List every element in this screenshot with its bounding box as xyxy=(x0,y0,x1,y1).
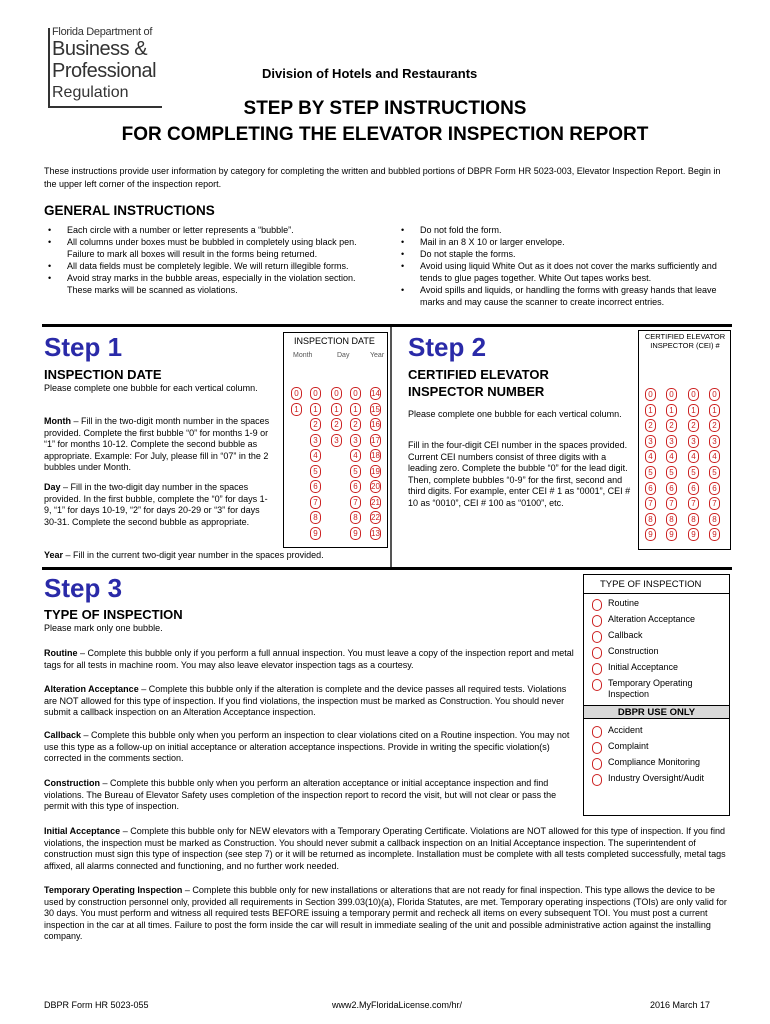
col-year: Year xyxy=(370,352,385,359)
dbpr-option-label: Compliance Monitoring xyxy=(608,757,701,767)
date-bubble[interactable]: 0 xyxy=(331,387,342,400)
cei-bubble[interactable]: 3 xyxy=(645,435,656,448)
footer-url: www2.MyFloridaLicense.com/hr/ xyxy=(332,1000,463,1010)
date-bubble[interactable]: 2 xyxy=(310,418,321,431)
dbpr-bubble[interactable] xyxy=(592,726,602,738)
cei-bubble[interactable]: 1 xyxy=(645,404,656,417)
date-bubble[interactable]: 14 xyxy=(371,389,380,398)
footer-form-id: DBPR Form HR 5023-055 xyxy=(44,1000,149,1010)
cei-bubble[interactable]: 5 xyxy=(688,466,699,479)
date-bubble[interactable]: 3 xyxy=(331,434,342,447)
item-text: – Complete this bubble only when you perform an alteration acceptance or initial acceptance inspection and find violations. The Bureau of Elevator Safety uses completion of the inspection report to record the visit, but will not clear or pass the permit with this type of inspection. xyxy=(44,778,557,812)
type-box-title: TYPE OF INSPECTION xyxy=(600,579,702,590)
cei-bubble[interactable]: 5 xyxy=(645,466,656,479)
item-label: Routine xyxy=(44,648,78,658)
date-bubble[interactable]: 20 xyxy=(371,482,380,491)
general-instructions-left xyxy=(46,224,376,296)
cei-bubble[interactable]: 3 xyxy=(709,435,720,448)
cei-bubble[interactable]: 8 xyxy=(666,513,677,526)
step1-title: Step 1 xyxy=(44,332,123,362)
divider xyxy=(42,324,732,327)
date-bubble[interactable]: 5 xyxy=(310,465,321,478)
cei-bubble[interactable]: 9 xyxy=(666,528,677,541)
col-day: Day xyxy=(337,352,350,359)
type-alteration xyxy=(44,684,574,719)
logo-line3: Professional xyxy=(52,60,157,82)
cei-title-line2: INSPECTOR (CEI) # xyxy=(650,341,720,350)
cei-bubble[interactable]: 6 xyxy=(688,482,699,495)
date-bubble[interactable]: 5 xyxy=(350,465,361,478)
cei-bubble[interactable]: 2 xyxy=(666,419,677,432)
step1-year xyxy=(44,550,374,562)
type-option-label: Temporary Operating Inspection xyxy=(608,678,693,699)
cei-bubble[interactable]: 6 xyxy=(645,482,656,495)
item-text: – Complete this bubble only if the alteration is complete and the device passes all required tests. Violations are NOT allowed for this type of inspection. If you find violations, the inspection must be marked as Construction. You should never submit a callback inspection on an Alteration Acceptance inspection. xyxy=(44,684,567,718)
list-item: • All columns under boxes must be bubbled in completely using black pen. Failure to mark all boxes will result in the forms being returned. xyxy=(46,236,376,260)
cei-bubble[interactable]: 5 xyxy=(666,466,677,479)
cei-title-line1: CERTIFIED ELEVATOR xyxy=(644,332,726,341)
date-bubble[interactable]: 0 xyxy=(350,387,361,400)
footer-date: 2016 March 17 xyxy=(650,1000,711,1010)
cei-bubble[interactable]: 9 xyxy=(709,528,720,541)
date-bubble[interactable]: 4 xyxy=(350,449,361,462)
date-bubble[interactable]: 16 xyxy=(371,420,380,429)
dbpr-option-label: Accident xyxy=(608,725,643,735)
dbpr-bubble[interactable] xyxy=(592,742,602,754)
type-option-label: Routine xyxy=(608,598,640,608)
date-bubble[interactable]: 19 xyxy=(371,466,380,476)
item-label: Temporary Operating Inspection xyxy=(44,885,183,895)
dbpr-bubble[interactable] xyxy=(592,758,602,770)
list-item: • Avoid using liquid White Out as it does not cover the marks sufficiently and tends to glue pages together. White Out tapes works best. xyxy=(399,260,729,284)
list-item: • Do not staple the forms. xyxy=(399,248,729,260)
date-bubble[interactable]: 8 xyxy=(350,511,361,524)
type-routine xyxy=(44,648,574,671)
date-bubble[interactable]: 6 xyxy=(310,480,321,493)
list-item: • Mail in an 8 X 10 or larger envelope. xyxy=(399,236,729,248)
date-bubble[interactable]: 1 xyxy=(331,403,342,416)
cei-bubble[interactable]: 7 xyxy=(666,497,677,510)
step2-heading1: CERTIFIED ELEVATOR xyxy=(408,367,549,382)
date-bubble[interactable]: 15 xyxy=(371,404,380,414)
step2-title: Step 2 xyxy=(408,332,487,362)
date-bubble[interactable]: 1 xyxy=(291,403,302,416)
date-bubble[interactable]: 9 xyxy=(350,527,361,540)
title-line1: STEP BY STEP INSTRUCTIONS xyxy=(243,98,527,119)
cei-bubble[interactable]: 4 xyxy=(709,450,720,463)
step1-heading: INSPECTION DATE xyxy=(44,367,162,382)
division-name: Division of Hotels and Restaurants xyxy=(262,66,478,81)
cei-bubble[interactable]: 3 xyxy=(688,435,699,448)
cei-bubble[interactable]: 1 xyxy=(709,404,720,417)
col-month: Month xyxy=(293,352,313,359)
step1-day xyxy=(44,482,274,528)
item-label: Alteration Acceptance xyxy=(44,684,139,694)
list-item: • Each circle with a number or letter represents a “bubble”. xyxy=(46,224,376,236)
month-text: – Fill in the two-digit month number in the spaces provided. Complete the first bubble “0” for months 1-9 or “1” for months 10-12. Complete the second bubble as appropriate. Example: For July, please fill in “07” in the 2 bubbles under Month. xyxy=(44,416,270,473)
cei-bubble[interactable]: 7 xyxy=(688,497,699,510)
type-bubble[interactable] xyxy=(592,631,602,643)
cei-bubble[interactable]: 3 xyxy=(666,435,677,448)
type-option-label: Initial Acceptance xyxy=(608,662,679,672)
type-option-label: Construction xyxy=(608,646,659,656)
cei-bubble[interactable]: 8 xyxy=(688,513,699,526)
date-bubble[interactable]: 3 xyxy=(310,434,321,447)
list-item: • Avoid spills and liquids, or handling the forms with greasy hands that leave marks and may cause the scanner to create incorrect entries. xyxy=(399,284,729,308)
intro-paragraph: These instructions provide user information by category for completing the written and bubbled portions of DBPR Form HR 5023-003, Elevator Inspection Report. Begin in the upper left corner of the inspection report. xyxy=(44,166,721,189)
date-bubble[interactable]: 0 xyxy=(310,387,321,400)
cei-bubble[interactable]: 0 xyxy=(688,388,699,401)
item-text: – Complete this bubble only for new installations or alterations that are not ready for final inspection. This type allows the device to be used by construction personnel only, provided all requirements in Section 399.03(10)(a), Florida Statutes, are met. Temporary operating inspections (TOIs) are only valid for 30 days. You must perform and witness all required tests BEFORE issuing a temporary permit and recheck all items on every subsequent TOI. You must post a current inspection in the car at all times. Failure to post the form inside the car will result in immediate sealing of the unit and possible administrative action against the installing company. xyxy=(44,885,727,942)
date-bubble[interactable]: 1 xyxy=(350,403,361,416)
date-bubble[interactable]: 7 xyxy=(350,496,361,509)
year-text: – Fill in the current two-digit year number in the spaces provided. xyxy=(63,550,324,560)
cei-bubble[interactable]: 1 xyxy=(688,404,699,417)
item-label: Callback xyxy=(44,730,82,740)
item-label: Initial Acceptance xyxy=(44,826,121,836)
dbpr-option-label: Complaint xyxy=(608,741,649,751)
type-construction xyxy=(44,778,574,813)
step2-p2: Fill in the four-digit CEI number in the spaces provided. Current CEI numbers consist of three digits with a leading zero. Complete the bubble “0” for the lead digit. Then, complete bubbles “0-9” for the first, second and third digits. For example, enter CEI # 1 as “0001”, CEI # 10 as “0010”, CEI # 100 as “0100”, etc. xyxy=(408,440,631,508)
step1-p1: Please complete one bubble for each vertical column. xyxy=(44,383,258,393)
date-bubble[interactable]: 0 xyxy=(291,387,302,400)
step1-month xyxy=(44,416,274,474)
cei-bubble[interactable]: 7 xyxy=(709,497,720,510)
cei-bubble[interactable]: 5 xyxy=(709,466,720,479)
type-bubble[interactable] xyxy=(592,615,602,627)
cei-box-title xyxy=(640,332,730,350)
inspection-date-box-title: INSPECTION DATE xyxy=(294,336,375,346)
title-line2: FOR COMPLETING THE ELEVATOR INSPECTION REPORT xyxy=(121,124,649,145)
list-item: • All data fields must be completely legible. We will return illegible forms. xyxy=(46,260,376,272)
page-title xyxy=(0,96,770,148)
step3-heading: TYPE OF INSPECTION xyxy=(44,607,183,622)
cei-bubble[interactable]: 7 xyxy=(645,497,656,510)
type-initial-acceptance xyxy=(44,826,728,872)
day-text: – Fill in the two-digit day number in the spaces provided. In the first bubble, complete the “0” for days 1-9, “1” for days 10-19, “2” for days 20-29 or “3” for days 30-31. Complete the second bubble as appropriate. xyxy=(44,482,268,527)
list-item: • Avoid stray marks in the bubble areas, especially in the violation section. These marks will be scanned as violations. xyxy=(46,272,376,296)
item-label: Construction xyxy=(44,778,100,788)
month-label: Month xyxy=(44,416,71,426)
cei-bubble[interactable]: 9 xyxy=(645,528,656,541)
item-text: – Complete this bubble only when you perform an inspection to clear violations cited on a Routine inspection. You may not use this type as a follow-up on initial acceptance or alteration acceptance inspections. Provide in writing the specific violation(s) corrected in the comments section. xyxy=(44,730,570,764)
date-bubble[interactable]: 7 xyxy=(310,496,321,509)
type-callback xyxy=(44,730,574,765)
divider xyxy=(390,327,392,567)
date-bubble[interactable]: 1 xyxy=(310,403,321,416)
type-bubble[interactable] xyxy=(592,647,602,659)
date-bubble[interactable]: 13 xyxy=(371,528,380,538)
general-instructions-right xyxy=(399,224,729,308)
dbpr-option-label: Industry Oversight/Audit xyxy=(608,773,705,783)
date-bubble[interactable]: 18 xyxy=(371,451,380,460)
date-bubble[interactable]: 3 xyxy=(350,434,361,447)
divider xyxy=(42,567,732,570)
cei-bubble[interactable]: 4 xyxy=(688,450,699,463)
date-bubble[interactable]: 21 xyxy=(371,497,380,507)
logo-line4: Regulation xyxy=(52,84,129,101)
cei-bubble[interactable]: 6 xyxy=(709,482,720,495)
dbpr-use-only: DBPR USE ONLY xyxy=(584,705,729,719)
cei-bubble[interactable]: 2 xyxy=(688,419,699,432)
general-instructions-heading: GENERAL INSTRUCTIONS xyxy=(44,203,215,218)
type-temporary-operating xyxy=(44,885,728,943)
date-bubble[interactable]: 2 xyxy=(331,418,342,431)
type-bubble[interactable] xyxy=(592,599,602,611)
date-bubble[interactable]: 22 xyxy=(371,513,380,522)
type-option-label: Callback xyxy=(608,630,643,640)
cei-bubble[interactable]: 2 xyxy=(709,419,720,432)
item-text: – Complete this bubble only for NEW elevators with a Temporary Operating Certificate. Violations are NOT allowed for this type of inspection. If you find violations, the inspection must be marked as Construction. You should never submit a callback inspection on an Initial Acceptance inspection. The superintendent of construction must sign this type of inspection (see step 7) or it will be returned as incomplete. Installation must be complete with all tests completed successfully, metal tags affixed, all alarms connected and functioning, and no further work needed. xyxy=(44,826,726,871)
cei-bubble[interactable]: 1 xyxy=(666,404,677,417)
item-text: – Complete this bubble only if you perform a full annual inspection. You must leave a copy of the inspection report and metal tags for all tests in machine room. You may also leave elevator inspection tags as a courtesy. xyxy=(44,648,574,670)
cei-bubble[interactable]: 0 xyxy=(666,388,677,401)
step3-p1: Please mark only one bubble. xyxy=(44,623,163,633)
cei-bubble[interactable]: 9 xyxy=(688,528,699,541)
dbpr-bubble[interactable] xyxy=(592,774,602,786)
cei-bubble[interactable]: 4 xyxy=(645,450,656,463)
date-bubble[interactable]: 6 xyxy=(350,480,361,493)
cei-bubble[interactable]: 0 xyxy=(645,388,656,401)
date-bubble[interactable]: 2 xyxy=(350,418,361,431)
cei-bubble[interactable]: 2 xyxy=(645,419,656,432)
step2-p1: Please complete one bubble for each vertical column. xyxy=(408,409,622,419)
date-bubble[interactable]: 8 xyxy=(310,511,321,524)
type-option-label: Alteration Acceptance xyxy=(608,614,696,624)
logo-line1: Florida Department of xyxy=(52,26,153,38)
day-label: Day xyxy=(44,482,61,492)
cei-bubble[interactable]: 6 xyxy=(666,482,677,495)
date-bubble[interactable]: 17 xyxy=(371,435,380,445)
cei-bubble[interactable]: 8 xyxy=(645,513,656,526)
type-bubble[interactable] xyxy=(592,679,602,691)
type-of-inspection-box xyxy=(583,574,730,816)
cei-bubble[interactable]: 8 xyxy=(709,513,720,526)
cei-bubble[interactable]: 4 xyxy=(666,450,677,463)
step3-title: Step 3 xyxy=(44,573,123,603)
type-bubble[interactable] xyxy=(592,663,602,675)
date-bubble[interactable]: 4 xyxy=(310,449,321,462)
logo-line2: Business & xyxy=(52,38,148,60)
cei-bubble[interactable]: 0 xyxy=(709,388,720,401)
date-bubble[interactable]: 9 xyxy=(310,527,321,540)
step2-heading2: INSPECTOR NUMBER xyxy=(408,384,545,399)
year-label: Year xyxy=(44,550,64,560)
list-item: • Do not fold the form. xyxy=(399,224,729,236)
